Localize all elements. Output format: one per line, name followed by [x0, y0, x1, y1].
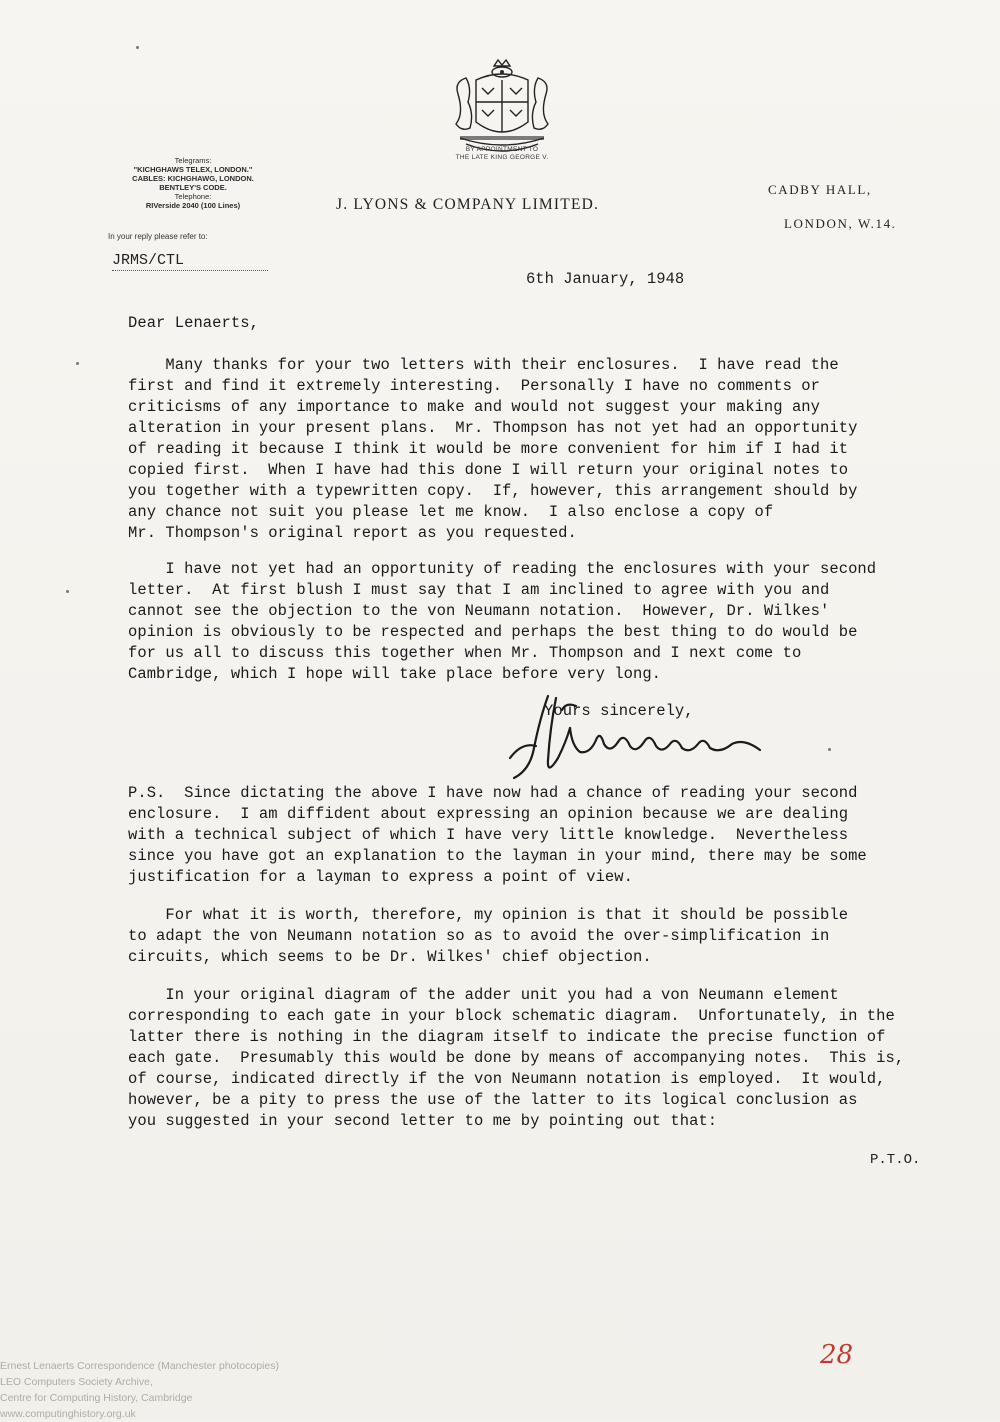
body-line: corresponding to each gate in your block schematic diagram. Unfortunately, in the [128, 1007, 895, 1025]
body-line: with a technical subject of which I have very little knowledge. Nevertheless [128, 826, 849, 844]
archive-link[interactable]: www.computinghistory.org.uk [0, 1408, 136, 1420]
archive-line: Ernest Lenaerts Correspondence (Manchester photocopies) [0, 1360, 279, 1372]
body-line: Cambridge, which I hope will take place before very long. [128, 665, 662, 683]
handwritten-signature [500, 688, 830, 788]
address-line-1: CADBY HALL, [768, 182, 872, 197]
telegrams-line: BENTLEY'S CODE. [159, 183, 227, 192]
telephone-heading: Telephone: [174, 192, 212, 201]
scan-speck [66, 590, 69, 593]
body-line: In your original diagram of the adder unit you had a von Neumann element [128, 986, 839, 1004]
letter-date: 6th January, 1948 [526, 270, 685, 288]
closing: Yours sincerely, [544, 702, 694, 720]
body-line: enclosure. I am diffident about expressing an opinion because we are dealing [128, 805, 849, 823]
telephone-number: RIVerside 2040 (100 Lines) [145, 201, 241, 210]
body-line: copied first. When I have had this done I will return your original notes to [128, 461, 849, 479]
body-line: first and find it extremely interesting. Personally I have no comments or [128, 377, 821, 395]
body-line: you suggested in your second letter to me by pointing out that: [128, 1112, 718, 1130]
body-line: criticisms of any importance to make and would not suggest your making any [128, 398, 821, 416]
scan-speck [76, 362, 79, 365]
body-line: any chance not suit you please let me know. I also enclose a copy of [128, 503, 774, 521]
appointment-line: BY APPOINTMENT TO [465, 146, 539, 153]
body-line: for us all to discuss this together when Mr. Thompson and I next come to [128, 644, 802, 662]
please-turn-over: P.T.O. [870, 1152, 921, 1168]
body-line: For what it is worth, therefore, my opinion is that it should be possible [128, 906, 849, 924]
salutation: Dear Lenaerts, [128, 314, 259, 332]
telegrams-heading: Telegrams: [174, 156, 212, 165]
scan-speck [136, 46, 139, 49]
body-line: each gate. Presumably this would be done by means of accompanying notes. This is, [128, 1049, 905, 1067]
appointment-line: THE LATE KING GEORGE V. [455, 154, 549, 161]
reference-dotted-line [112, 270, 268, 271]
body-line: since you have got an explanation to the layman in your mind, there may be some [128, 847, 867, 865]
reply-reference-note: In your reply please refer to: [108, 232, 208, 241]
body-line: of course, indicated directly if the von Neumann notation is employed. It would, [128, 1070, 886, 1088]
body-line: circuits, which seems to be Dr. Wilkes' chief objection. [128, 948, 652, 966]
reference-code: JRMS/CTL [112, 252, 185, 269]
body-line: you together with a typewritten copy. If, however, this arrangement should by [128, 482, 858, 500]
body-line: latter there is nothing in the diagram itself to indicate the precise function of [128, 1028, 886, 1046]
body-line: of reading it because I think it would be more convenient for him if I had it [128, 440, 849, 458]
telegrams-line: CABLES: KICHGHAWG, LONDON. [132, 174, 254, 183]
archive-line: LEO Computers Society Archive, [0, 1376, 153, 1388]
body-line: I have not yet had an opportunity of reading the enclosures with your second [128, 560, 877, 578]
archive-footer [0, 1358, 279, 1422]
body-line: however, be a pity to press the use of the latter to its logical conclusion as [128, 1091, 858, 1109]
telegrams-line: "KICHGHAWS TELEX, LONDON." [133, 165, 253, 174]
body-line: letter. At first blush I must say that I am inclined to agree with you and [128, 581, 830, 599]
company-name: J. LYONS & COMPANY LIMITED. [336, 196, 600, 213]
archive-line: Centre for Computing History, Cambridge [0, 1392, 193, 1404]
body-line: justification for a layman to express a point of view. [128, 868, 633, 886]
body-line: Mr. Thompson's original report as you requested. [128, 524, 577, 542]
body-line: to adapt the von Neumann notation so as to avoid the over-simplification in [128, 927, 830, 945]
body-line: alteration in your present plans. Mr. Thompson has not yet had an opportunity [128, 419, 858, 437]
address-line-2: LONDON, W.14. [784, 216, 897, 231]
handwritten-page-number: 28 [820, 1340, 854, 1370]
body-line: opinion is obviously to be respected and perhaps the best thing to do would be [128, 623, 858, 641]
body-line: Many thanks for your two letters with their enclosures. I have read the [128, 356, 839, 374]
body-line: cannot see the objection to the von Neumann notation. However, Dr. Wilkes' [128, 602, 830, 620]
royal-appointment-text [428, 146, 576, 162]
body-line: P.S. Since dictating the above I have now had a chance of reading your second [128, 784, 858, 802]
telegram-block [98, 156, 288, 210]
